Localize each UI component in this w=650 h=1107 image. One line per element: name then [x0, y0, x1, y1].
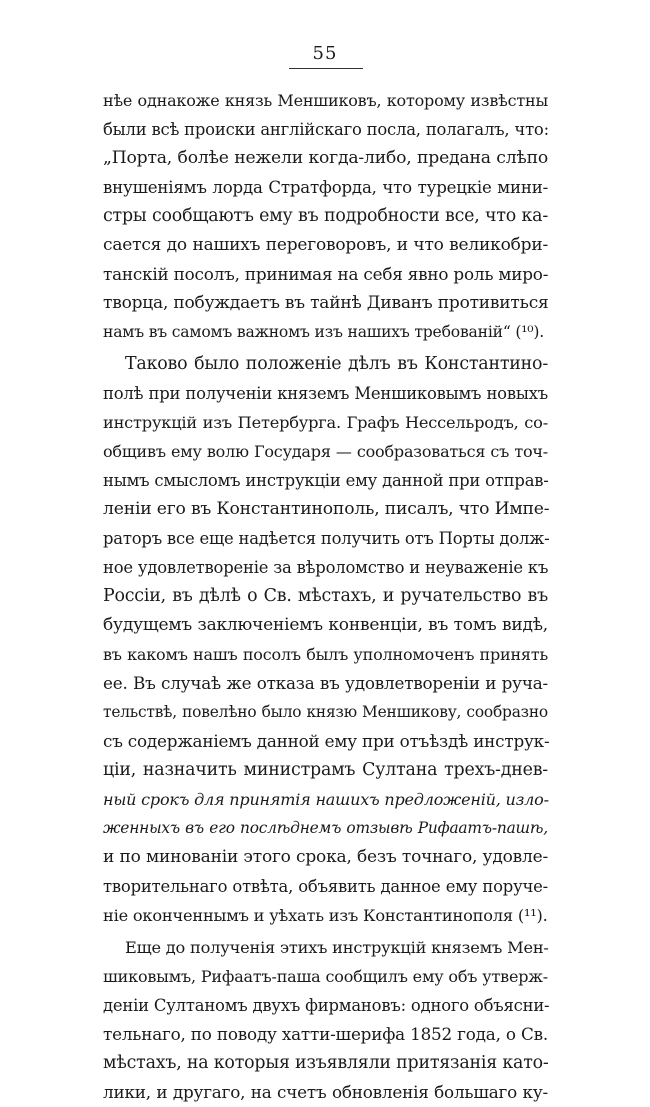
text-line: въ какомъ нашъ посолъ былъ уполномоченъ принять	[103, 645, 548, 664]
text-line: лики, и другаго, на счетъ обновленія большаго ку-	[103, 1082, 548, 1102]
text-line: танскій посолъ, принимая на себя явно роль миро-	[103, 264, 549, 284]
text-line: творца, побуждаетъ въ тайнѣ Диванъ противиться	[103, 293, 549, 313]
text-line: тельнаго, по поводу хатти-шерифа 1852 года, о Св.	[103, 1024, 548, 1044]
text-line: инструкцій изъ Петербурга. Графъ Нессельродъ, со-	[103, 413, 548, 432]
text-line: шиковымъ, Рифаатъ-паша сообщилъ ему объ утверж-	[103, 967, 548, 986]
text-line: сается до нашихъ переговоровъ, и что великобри-	[103, 235, 548, 255]
text-line: деніи Султаномъ двухъ фирмановъ: одного объясни-	[103, 996, 550, 1015]
text-line: внушеніямъ лорда Стратфорда, что турецкіе мини-	[103, 178, 548, 197]
text-line-italic: ный срокъ для принятія нашихъ предложеній, изло-	[103, 790, 549, 809]
text-line: будущемъ заключеніемъ конвенціи, въ томъ видѣ,	[103, 615, 548, 635]
text-line: Россіи, въ дѣлѣ о Св. мѣстахъ, и ручательство въ	[103, 586, 548, 606]
text-line: „Порта, болѣе нежели когда-либо, предана слѣпо	[103, 148, 548, 168]
text-line: Таково было положеніе дѣлъ въ Константино-	[125, 354, 548, 374]
text-line: полѣ при полученіи княземъ Меншиковымъ новыхъ	[103, 384, 548, 403]
text-line: были всѣ происки англійскаго посла, полагалъ, что:	[103, 120, 549, 139]
text-line: Еще до полученія этихъ инструкцій княземъ Мен-	[125, 938, 549, 957]
text-line: ное удовлетвореніе за вѣроломство и неуваженіе къ	[103, 558, 549, 577]
text-line-italic: женныхъ въ его послѣднемъ отзывѣ Рифаатъ-пашѣ,	[103, 819, 548, 837]
text-line: намъ въ самомъ важномъ изъ нашихъ требованій“ (¹⁰).	[103, 323, 544, 341]
text-line: ніе оконченнымъ и уѣхать изъ Константинополя (¹¹).	[103, 906, 548, 925]
text-line: съ содержаніемъ данной ему при отъѣздѣ инструк-	[103, 731, 550, 751]
text-line: творительнаго отвѣта, объявить данное ему поруче-	[103, 877, 548, 896]
text-line: леніи его въ Константинополь, писалъ, что Импе-	[103, 499, 550, 519]
page-number: 55	[312, 43, 338, 64]
text-line: и по минованіи этого срока, безъ точнаго, удовле-	[103, 847, 548, 867]
page-number-rule	[289, 68, 363, 69]
text-line: общивъ ему волю Государя — сообразоваться съ точ-	[103, 442, 548, 461]
text-line: нымъ смысломъ инструкціи ему данной при отправ-	[103, 471, 549, 490]
text-line: тельствѣ, повелѣно было князю Меншикову, сообразно	[103, 703, 548, 721]
text-line: нѣе однакоже князь Меншиковъ, которому извѣстны	[103, 91, 548, 110]
text-line: ее. Въ случаѣ же отказа въ удовлетвореніи и руча-	[103, 673, 548, 693]
text-line: раторъ все еще надѣется получить отъ Порты долж-	[103, 529, 550, 548]
text-line: ціи, назначить министрамъ Султана трехъ-днев-	[103, 760, 548, 780]
text-line: мѣстахъ, на которыя изъявляли притязанія като-	[103, 1053, 549, 1073]
text-line: стры сообщаютъ ему въ подробности все, что ка-	[103, 206, 548, 226]
